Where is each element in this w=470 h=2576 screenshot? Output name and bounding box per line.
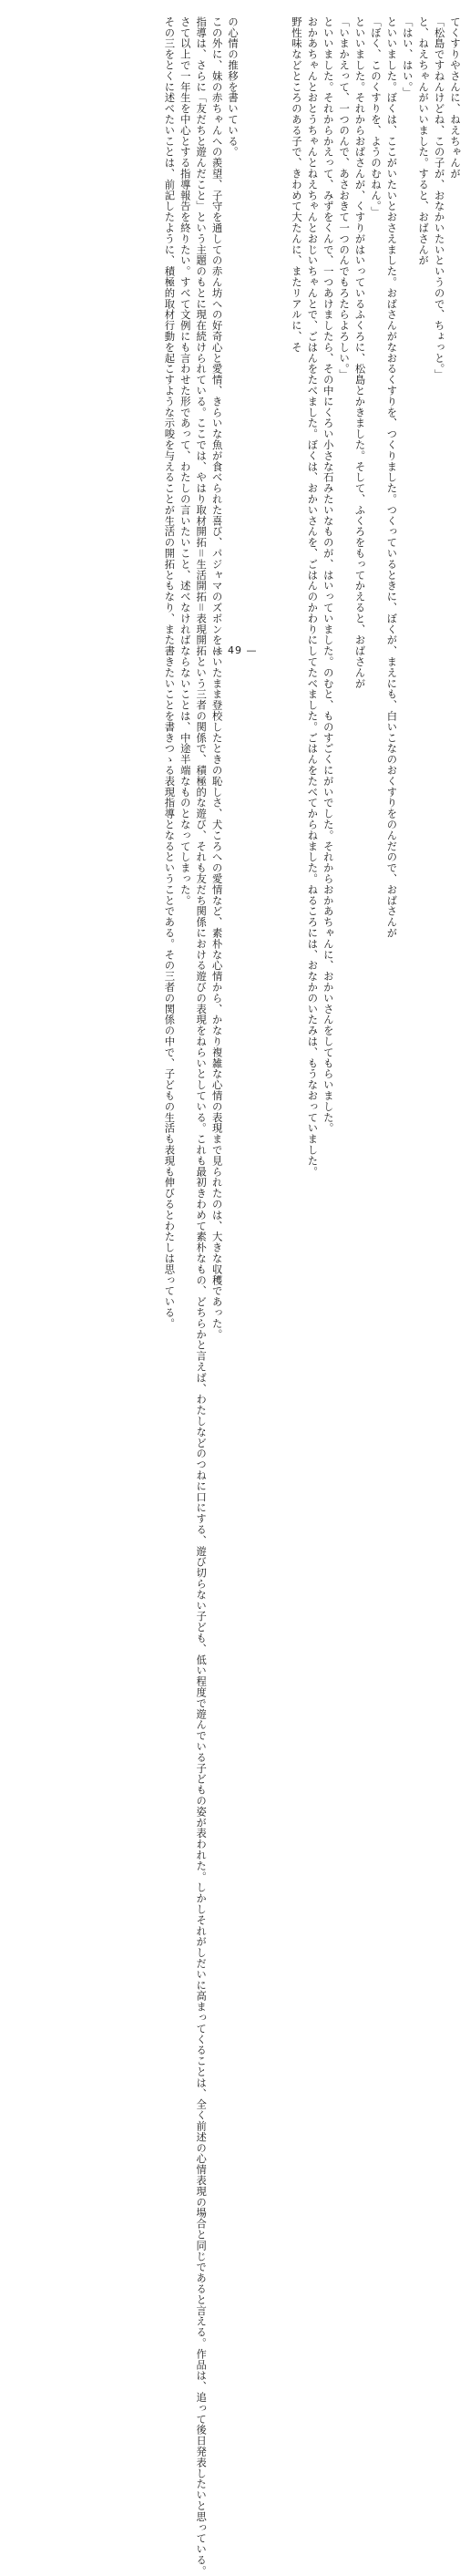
quoted-speech-line: 「松島ですねんけどね、この子が、おなかいたいというので、ちょっと。」	[433, 16, 445, 380]
page-number: — 49 —	[212, 644, 258, 656]
upper-text-block	[248, 16, 463, 1178]
text-paragraph: さて以上で一年生を中心とする指導報告を終りたい。すべて文例にも言わせた形であって、わたしの言いたいこと、述べなければならないことは、中途半端なものとなってしまった。	[179, 16, 191, 906]
text-paragraph: といいました。ぼくは、ここがいたいとおさえました。おばさんがなおるくすりを、つくりました。つくっているときに、ぼくが、まえにも、白いこなのおくすりをのんだので、おばさんが	[385, 16, 398, 939]
text-paragraph: その三をとくに述べたいことは、前記したように、積極的取材行動を起こすような示唆を与えることが生活の開拓ともなり、また書きたいことを書きつゝる表現指導となるということである。その三者の関係の中で、子どもの生活も表現も伸びるとわたしは思っている。	[163, 16, 176, 1329]
text-paragraph: といいました。それからかえって、みずをくんで、一つあけましたら、その中にくろい小さな石みたいなものが、はいっていました。のむと、ものすごくにがいでした。それからおかあちゃんに、おかいさんをしてもらいました。	[322, 16, 334, 1134]
text-line: 野性味などところのある子で、きわめて大たんに、またリアルに、そ	[290, 16, 302, 353]
quoted-speech-line: 「ぼく、このくすりを、ようのむねん。」	[369, 16, 382, 218]
quoted-speech-line: 「はい、はい。」	[401, 16, 414, 98]
text-paragraph: といいました。それからおばさんが、くすりがはいっているふくろに、松島とかきました。そして、ふくろをもってかえると、おばさんが	[353, 16, 366, 689]
text-line: てくすりやさんに、ねえちゃんが	[449, 16, 461, 180]
text-line: の心情の推移を書いている。	[227, 16, 239, 158]
text-line: と、ねえちゃんがいいました。すると、おばさんが	[417, 16, 430, 266]
text-paragraph: この外に、妹の赤ちゃんへの羨望、子守を通しての赤ん坊への好奇心と愛情、きらいな魚が食べられた喜び、パジャマのズボンをはいたまま登校したときの恥しさ、犬ころへの愛情など、素朴な心情から、かなり複雑な心情の表現まで見られたのは、大きな収穫であった。	[210, 16, 223, 1340]
text-paragraph: おかあちゃんとおとうちゃんとねえちゃんとおじいちゃんとで、ごはんをたべました。ぼくは、おかいさんを、ごはんのかわりにしてたべました。ごはんをたべてからねました。ねるころには、おなかのいたみは、もうなおっていました。	[306, 16, 319, 1178]
quoted-speech-line: 「いまかえって、一つのんで、あさおきて一つのんでもろたらよろしい。」	[338, 16, 351, 380]
text-paragraph: 指導は、さらに「友だちと遊んだこと」という主題のもとに現在続けられている。ここでは、やはり取材開拓＝生活開拓＝表現開拓という三者の関係で、積極的な遊び、それも友だち関係における遊びの表現をねらいとしている。これも最初きわめて素朴なもの、どちらかと言えば、わたしなどのつねに口にする、遊び切らない子ども、低い程度で遊んでいる子どもの姿が表われた。しかしそれがしだいに高まってくることは、全く前述の心情表現の場合と同じであると言える。作品は、追って後日発表したいと思っている。	[195, 16, 208, 2576]
